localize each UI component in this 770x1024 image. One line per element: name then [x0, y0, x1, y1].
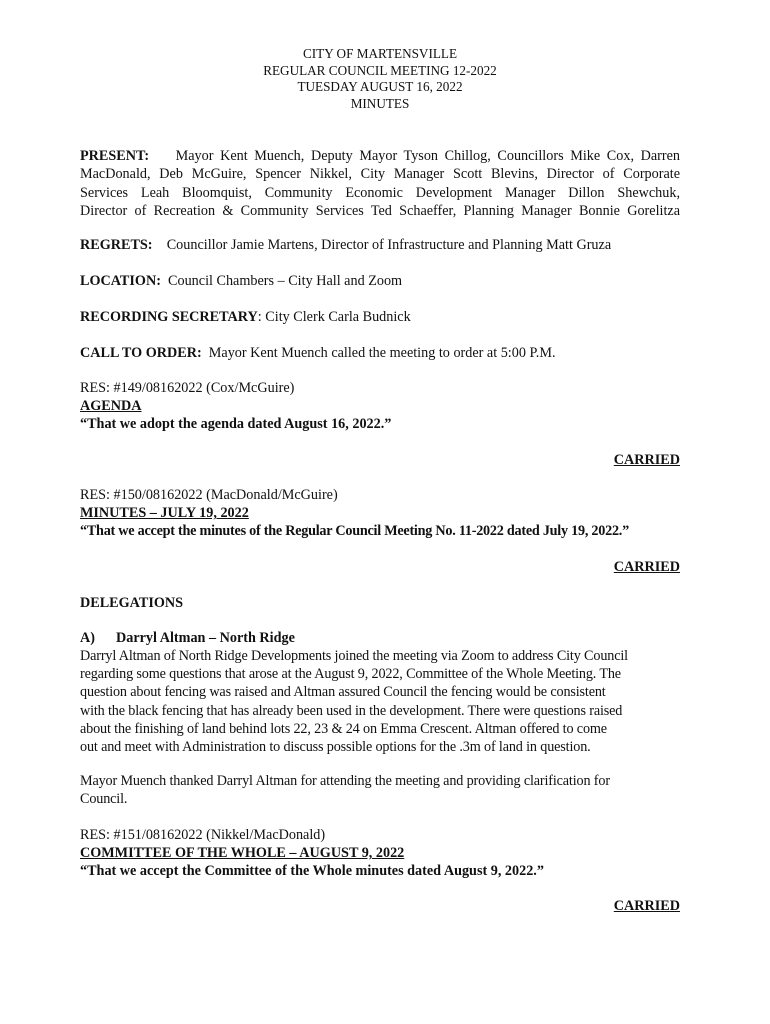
header-minutes: MINUTES: [350, 95, 410, 111]
delegation-p1-line: with the black fencing that has already been used in the development. There were questions raised: [80, 702, 623, 719]
res-151-result: CARRIED: [613, 898, 680, 914]
res-149-motion: “That we adopt the agenda dated August 16, 2022.”: [80, 416, 392, 432]
header-date: TUESDAY AUGUST 16, 2022: [297, 79, 463, 95]
res-149-ref: RES: #149/08162022 (Cox/McGuire): [80, 380, 295, 396]
header-city: CITY OF MARTENSVILLE: [302, 46, 458, 61]
call-to-order-section: [80, 344, 680, 362]
delegation-item-a: [80, 629, 680, 647]
delegation-p1-line: question about fencing was raised and Altman assured Council the fencing would be consistent: [80, 684, 606, 701]
present-line-2: MacDonald, Deb McGuire, Spencer Nikkel, City Manager Scott Blevins, Director of Corporate: [80, 166, 680, 183]
res-151-motion: “That we accept the Committee of the Whole minutes dated August 9, 2022.”: [80, 863, 544, 879]
location-label: LOCATION:: [80, 273, 161, 289]
res-150-title: MINUTES – JULY 19, 2022: [80, 505, 249, 521]
delegation-item-title: Darryl Altman – North Ridge: [116, 630, 295, 646]
res-149-title: AGENDA: [80, 398, 142, 414]
present-line-4: Director of Recreation & Community Services Ted Schaeffer, Planning Manager Bonnie Gorelitza: [80, 203, 680, 220]
res-150-motion: “That we accept the minutes of the Regular Council Meeting No. 11-2022 dated July 19, 2022.”: [80, 523, 629, 539]
delegation-item-letter: A): [80, 630, 95, 646]
present-line-1: Mayor Kent Muench, Deputy Mayor Tyson Chillog, Councillors Mike Cox, Darren: [175, 148, 680, 164]
regrets-section: [80, 236, 680, 254]
res-151-ref: RES: #151/08162022 (Nikkel/MacDonald): [80, 827, 326, 843]
present-section: [80, 147, 680, 221]
present-line-3: Services Leah Bloomquist, Community Economic Development Manager Dillon Shewchuk,: [80, 184, 680, 201]
res-150-result: CARRIED: [613, 559, 680, 575]
call-to-order-text: Mayor Kent Muench called the meeting to order at 5:00 P.M.: [208, 345, 556, 361]
delegation-p2-line: Mayor Muench thanked Darryl Altman for attending the meeting and providing clarification for: [80, 773, 610, 789]
call-to-order-label: CALL TO ORDER:: [80, 345, 202, 361]
res-150-ref: RES: #150/08162022 (MacDonald/McGuire): [80, 487, 338, 503]
delegation-p2-line: Council.: [80, 791, 128, 808]
recording-secretary-section: [80, 308, 680, 326]
delegations-heading: DELEGATIONS: [80, 595, 184, 611]
delegation-p1-line: Darryl Altman of North Ridge Developments joined the meeting via Zoom to address City Council: [80, 648, 628, 664]
location-section: [80, 272, 680, 290]
header-meeting: REGULAR COUNCIL MEETING 12-2022: [263, 62, 497, 78]
delegation-paragraph-2: [80, 772, 680, 808]
regrets-label: REGRETS:: [80, 237, 153, 253]
delegation-paragraph-1: [80, 647, 680, 756]
res-149-result: CARRIED: [613, 452, 680, 468]
recording-secretary-text: : City Clerk Carla Budnick: [257, 309, 411, 325]
delegation-p1-line: regarding some questions that arose at the August 9, 2022, Committee of the Whole Meeting. The: [80, 666, 621, 683]
document-header: [80, 46, 680, 112]
location-text: Council Chambers – City Hall and Zoom: [168, 273, 403, 289]
recording-secretary-label: RECORDING SECRETARY: [80, 309, 258, 325]
delegation-p1-line: about the finishing of land behind lots 22, 23 & 24 on Emma Crescent. Altman offered to come: [80, 720, 607, 737]
res-151-title: COMMITTEE OF THE WHOLE – AUGUST 9, 2022: [80, 845, 405, 861]
delegation-p1-line: out and meet with Administration to discuss possible options for the .3m of land in question.: [80, 739, 591, 756]
regrets-text: Councillor Jamie Martens, Director of Infrastructure and Planning Matt Gruza: [166, 237, 612, 253]
present-label: PRESENT:: [80, 148, 150, 164]
